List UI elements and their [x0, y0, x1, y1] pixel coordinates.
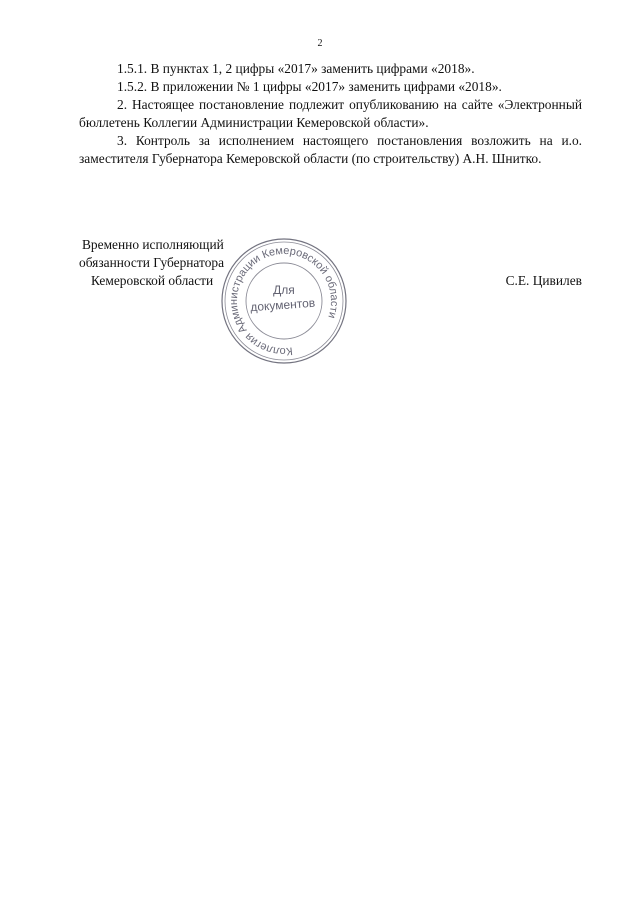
paragraph-3: 3. Контроль за исполнением настоящего постановления возложить на и.о. заместителя Губернатора Кемеровской области (по строительству) А.Н. Шнитко.	[79, 133, 582, 166]
stamp-ring-text: Коллегия Администрации Кемеровской области	[227, 244, 341, 358]
signatory-name: С.Е. Цивилев	[505, 273, 582, 288]
paragraph-1-5-1: 1.5.1. В пунктах 1, 2 цифры «2017» заменить цифрами «2018».	[117, 61, 475, 76]
signatory-position-line: Кемеровской области	[91, 273, 214, 288]
paragraph-2: 2. Настоящее постановление подлежит опубликованию на сайте «Электронный бюллетень Коллегии Администрации Кемеровской области».	[79, 97, 582, 130]
page-number: 2	[317, 38, 323, 49]
official-stamp	[219, 236, 349, 366]
paragraph-1-5-2: 1.5.2. В приложении № 1 цифры «2017» заменить цифрами «2018».	[117, 79, 502, 94]
stamp-center-line-1: Для	[273, 283, 295, 297]
document-body	[79, 60, 582, 168]
stamp-seal-icon	[219, 236, 349, 366]
signatory-position-line: обязанности Губернатора	[79, 255, 225, 270]
signatory-position-line: Временно исполняющий	[82, 237, 224, 252]
stamp-center-line-2: документов	[249, 295, 316, 315]
